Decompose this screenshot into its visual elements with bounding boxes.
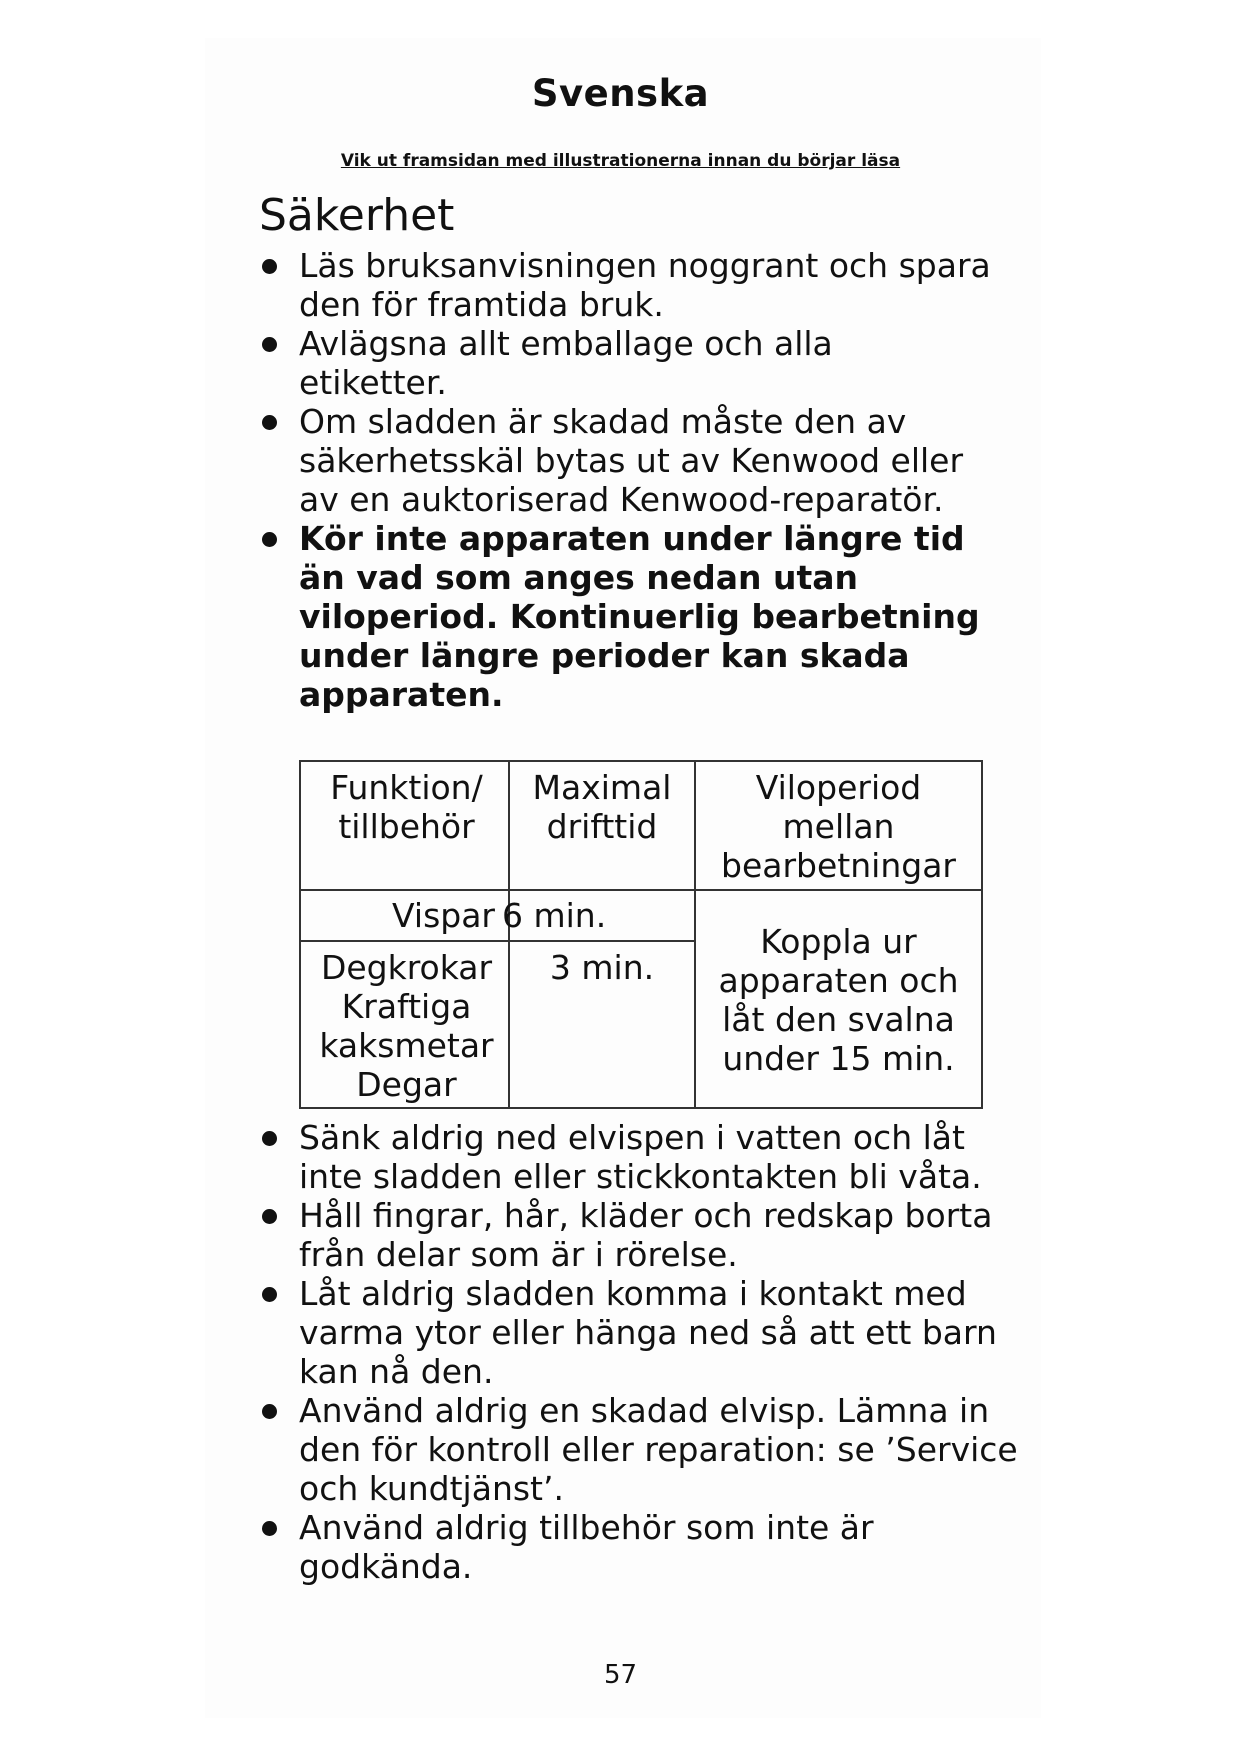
bullet-icon <box>262 1521 277 1536</box>
bullet-icon <box>262 532 277 547</box>
list-item <box>262 1274 999 1391</box>
row-time: 3 min. <box>549 948 655 987</box>
list-item <box>262 1508 959 1586</box>
table-divider <box>301 889 981 891</box>
list-item <box>262 246 999 324</box>
section-heading: Säkerhet <box>259 190 455 241</box>
language-title: Svenska <box>531 72 710 115</box>
table-divider <box>301 940 694 942</box>
list-item-warning <box>262 519 1019 714</box>
list-item-text: Håll fingrar, hår, kläder och redskap borta från delar som är i rörelse. <box>299 1196 993 1274</box>
list-item <box>262 1196 1019 1274</box>
row-function: Degkrokar Kraftiga kaksmetar Degar <box>319 948 494 1104</box>
bullet-icon <box>262 1287 277 1302</box>
list-item-text: Sänk aldrig ned elvispen i vatten och låt inte sladden eller stickkontakten bli våta. <box>299 1118 982 1196</box>
bullet-icon <box>262 259 277 274</box>
header-function: Funktion/ tillbehör <box>330 768 483 846</box>
bullet-icon <box>262 337 277 352</box>
operating-time-table <box>299 760 983 1109</box>
list-item <box>262 324 919 402</box>
list-item-text: Använd aldrig en skadad elvisp. Lämna in den för kontroll eller reparation: se ’Service och kundtjänst’. <box>299 1391 1018 1508</box>
bullet-icon <box>262 1209 277 1224</box>
bullet-icon <box>262 415 277 430</box>
list-item <box>262 1118 1019 1196</box>
page-number: 57 <box>603 1660 638 1690</box>
rest-instruction: Koppla ur apparaten och låt den svalna under 15 min. <box>718 922 959 1078</box>
header-max-time: Maximal drifttid <box>532 768 672 846</box>
list-item <box>262 402 999 519</box>
list-item-text: Kör inte apparaten under längre tid än vad som anges nedan utan viloperiod. Kontinuerlig bearbetning under längre perioder kan skada apparaten. <box>299 519 980 714</box>
list-item-text: Läs bruksanvisningen noggrant och spara den för framtida bruk. <box>299 246 991 324</box>
bullet-icon <box>262 1404 277 1419</box>
list-item <box>262 1391 1059 1508</box>
header-rest-period: Viloperiod mellan bearbetningar <box>721 768 956 885</box>
safety-list-bottom <box>262 1118 1022 1586</box>
row-function: Vispar <box>392 896 495 935</box>
row-time: 6 min. <box>502 896 607 935</box>
bullet-icon <box>262 1131 277 1146</box>
list-item-text: Låt aldrig sladden komma i kontakt med varma ytor eller hänga ned så att ett barn kan nå den. <box>299 1274 997 1391</box>
list-item-text: Om sladden är skadad måste den av säkerhetsskäl bytas ut av Kenwood eller av en auktoriserad Kenwood-reparatör. <box>299 402 964 519</box>
list-item-text: Avlägsna allt emballage och alla etiketter. <box>299 324 833 402</box>
safety-list-top <box>262 246 1022 714</box>
foldout-note: Vik ut framsidan med illustrationerna innan du börjar läsa <box>340 151 901 171</box>
list-item-text: Använd aldrig tillbehör som inte är godkända. <box>299 1508 874 1586</box>
